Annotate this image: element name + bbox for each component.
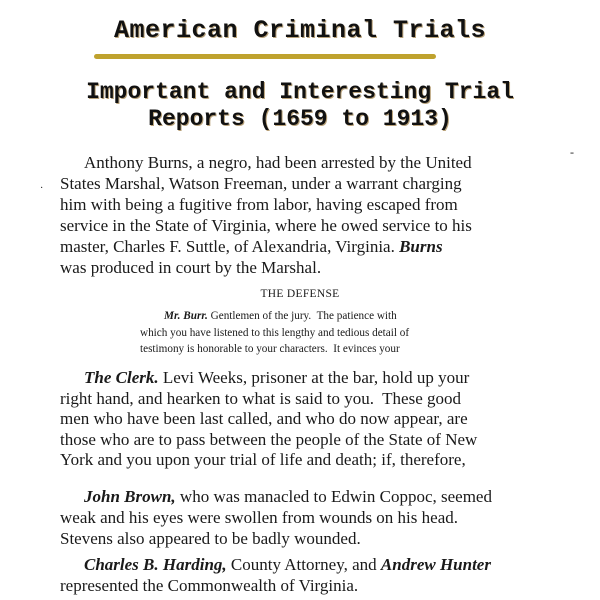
subtitle-line: Important and Interesting Trial bbox=[86, 79, 514, 105]
text-segment: those who are to pass between the people of the State of New bbox=[60, 429, 478, 449]
italic-name: Andrew Hunter bbox=[380, 555, 491, 574]
text-line bbox=[60, 257, 556, 278]
text-line bbox=[60, 173, 556, 194]
text-line bbox=[140, 341, 471, 358]
paragraph-charles-harding bbox=[60, 554, 556, 596]
text-line bbox=[60, 194, 556, 215]
text-line bbox=[60, 215, 556, 236]
text-segment: was produced in court by the Marshal. bbox=[60, 258, 322, 277]
text-line bbox=[60, 507, 556, 528]
text-segment: States Marshal, Watson Freeman, under a warrant charging bbox=[60, 174, 462, 193]
text-segment: men who have been last called, and who do now appear, are bbox=[60, 409, 468, 429]
text-line bbox=[60, 409, 556, 430]
italic-name: The Clerk. bbox=[84, 368, 159, 387]
text-segment: Levi Weeks, prisoner at the bar, hold up your bbox=[158, 368, 470, 387]
text-segment: him with being a fugitive from labor, having escaped from bbox=[60, 195, 458, 214]
paragraph-mr-burr bbox=[140, 308, 471, 358]
italic-name: John Brown, bbox=[84, 487, 176, 506]
text-line bbox=[60, 486, 556, 507]
text-segment: Gentlemen of the jury. The patience with bbox=[207, 310, 397, 322]
italic-name: Burns bbox=[399, 237, 443, 256]
text-segment: master, Charles F. Suttle, of Alexandria, Virginia. bbox=[60, 237, 400, 256]
paragraph-the-clerk bbox=[60, 368, 556, 471]
text-line bbox=[60, 528, 556, 549]
paragraph-anthony-burns bbox=[60, 152, 556, 278]
title-divider bbox=[94, 54, 436, 59]
text-segment: testimony is honorable to your characters. It evinces your bbox=[140, 343, 400, 355]
text-segment: County Attorney, and bbox=[226, 555, 381, 574]
scan-speck: · bbox=[40, 183, 44, 194]
text-segment: who was manacled to Edwin Coppoc, seemed bbox=[175, 487, 492, 506]
text-line bbox=[60, 554, 556, 575]
text-line bbox=[60, 450, 556, 471]
text-line bbox=[60, 368, 556, 389]
text-segment: Anthony Burns, a negro, had been arrested by the United bbox=[84, 153, 472, 172]
text-line bbox=[60, 236, 556, 257]
text-segment: right hand, and hearken to what is said to you. These good bbox=[60, 388, 461, 408]
text-line bbox=[60, 389, 556, 410]
page-title: American Criminal Trials bbox=[113, 16, 487, 45]
text-line bbox=[60, 575, 556, 596]
scan-speck: - bbox=[570, 145, 574, 159]
text-line bbox=[140, 308, 471, 325]
section-heading: THE DEFENSE bbox=[260, 288, 340, 300]
page-subtitle bbox=[0, 79, 600, 133]
text-segment: which you have listened to this lengthy and tedious detail of bbox=[140, 326, 410, 339]
text-line bbox=[60, 430, 556, 451]
text-line bbox=[60, 152, 556, 173]
subtitle-line: Reports (1659 to 1913) bbox=[148, 106, 452, 132]
italic-name: Charles B. Harding, bbox=[84, 555, 227, 574]
paragraph-john-brown bbox=[60, 486, 556, 549]
text-line bbox=[140, 325, 471, 342]
text-segment: weak and his eyes were swollen from wounds on his head. bbox=[60, 508, 458, 527]
text-segment: service in the State of Virginia, where he owed service to his bbox=[60, 216, 472, 235]
italic-name: Mr. Burr. bbox=[164, 310, 208, 322]
text-segment: represented the Commonwealth of Virginia. bbox=[60, 576, 359, 595]
text-segment: York and you upon your trial of life and death; if, therefore, bbox=[60, 450, 466, 470]
text-segment: Stevens also appeared to be badly wounded. bbox=[60, 529, 361, 548]
